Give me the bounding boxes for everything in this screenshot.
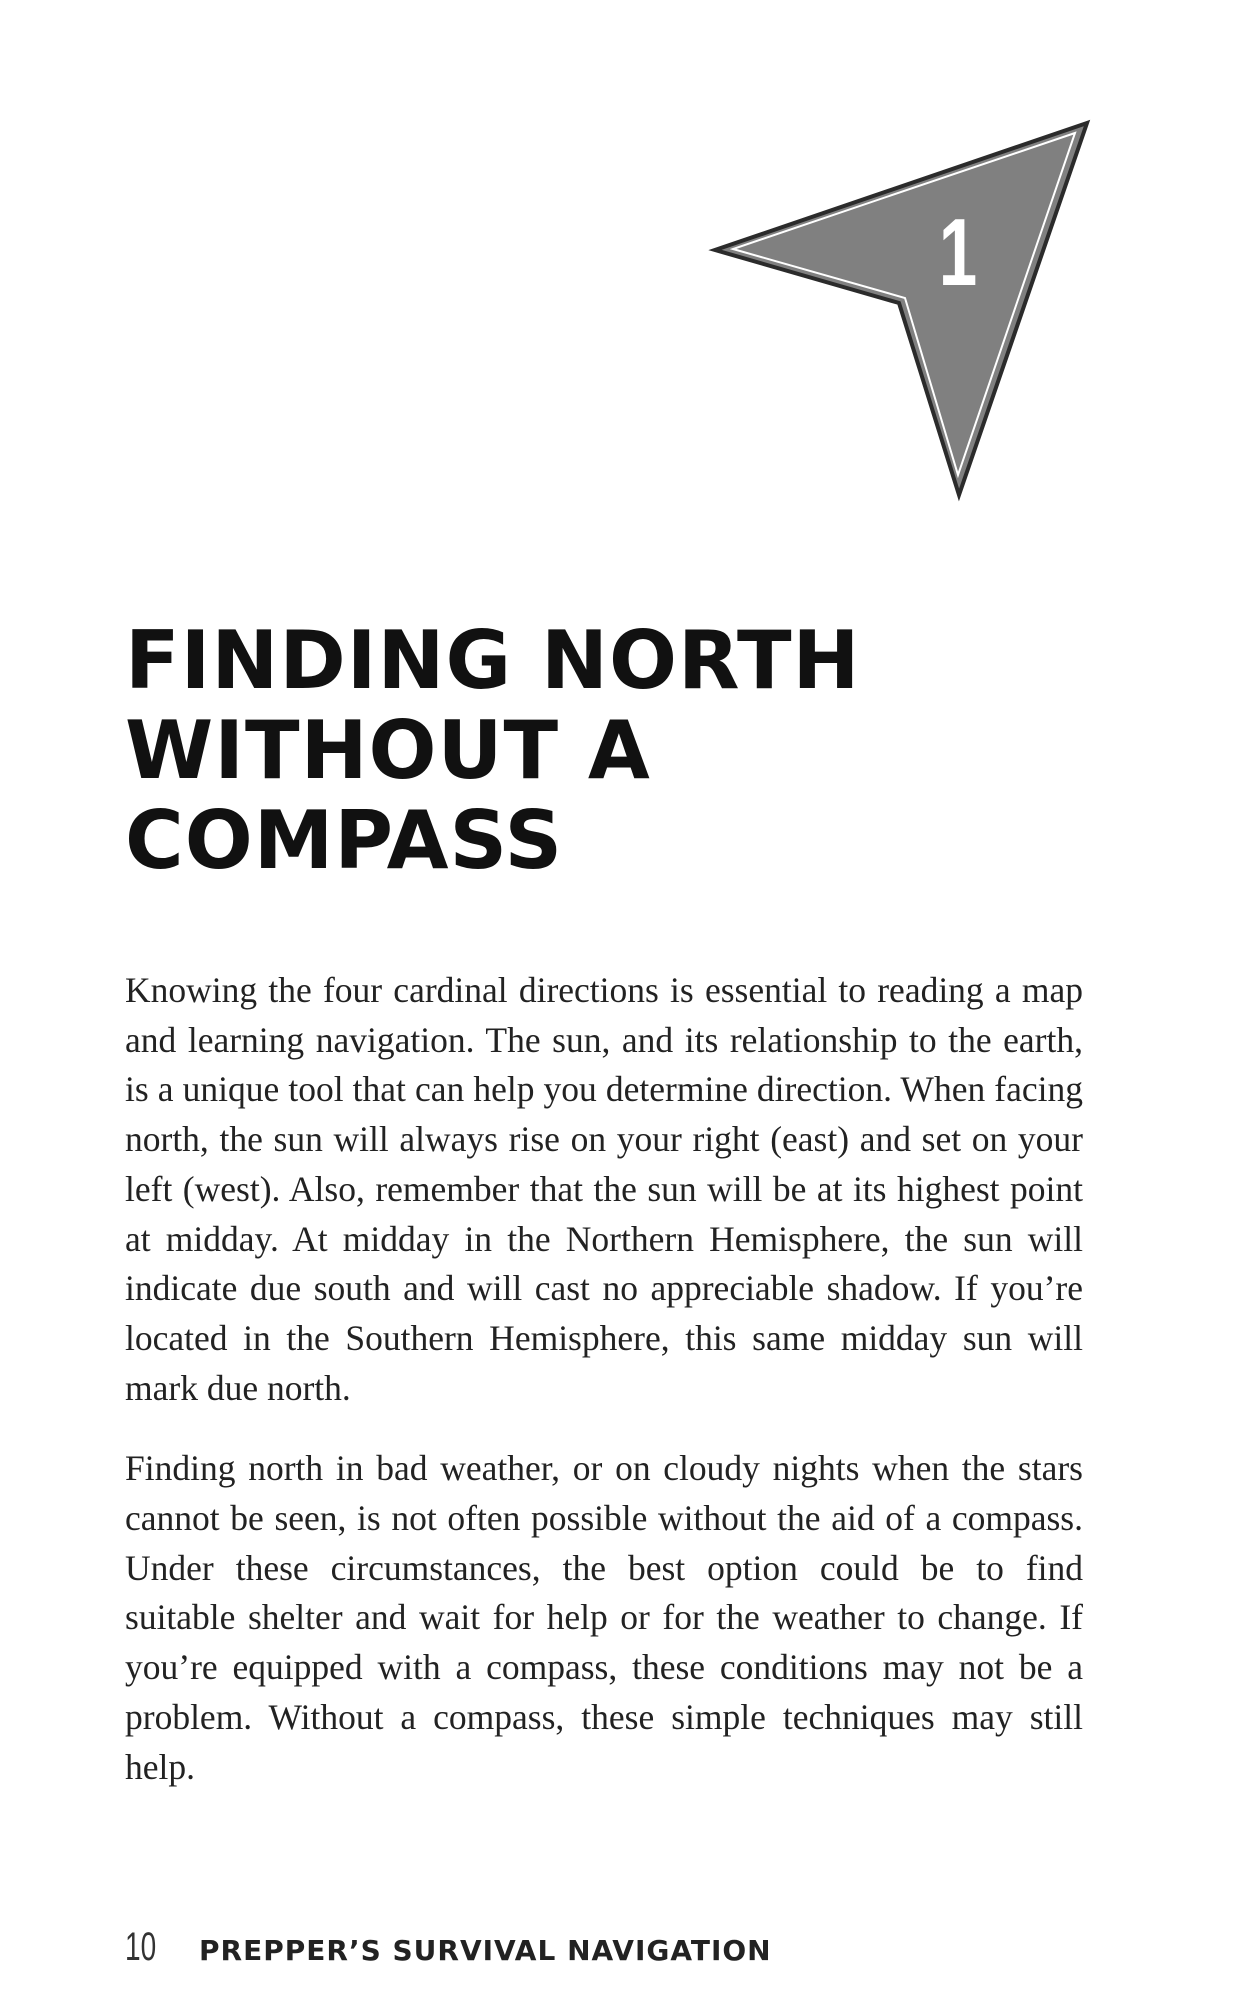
paragraph: Knowing the four cardinal directions is essential to reading a map and learning navigation. The sun, and its relationship to the earth, is a unique tool that can help you determine direction. When facing north, the sun will always rise on your right (east) and set on your left (west). Also, remember that the sun will be at its highest point at midday. At midday in the Northern Hemisphere, the sun will indicate due south and will cast no appreciable shadow. If you’re located in the Southern Hemisphere, this same midday sun will mark due north.: [125, 970, 1083, 1408]
page-number: 10: [125, 1925, 157, 1969]
chapter-arrow-icon: [705, 115, 1095, 505]
page-footer: [125, 1925, 772, 1975]
chapter-title: [125, 616, 925, 886]
chapter-arrow-shape: [715, 123, 1087, 495]
chapter-title-line: FINDING NORTH: [125, 614, 861, 707]
chapter-title-line: WITHOUT A: [125, 704, 651, 797]
chapter-title-line: COMPASS: [125, 794, 564, 887]
chapter-number: 1: [938, 199, 978, 306]
paragraph: Finding north in bad weather, or on cloudy nights when the stars cannot be seen, is not often possible without the aid of a compass. Under these circumstances, the best option could be to find suitable shelter and wait for help or for the weather to change. If you’re equipped with a compass, these conditions may not be a problem. Without a compass, these simple techniques may still help.: [125, 1448, 1083, 1787]
running-title: PREPPER’S SURVIVAL NAVIGATION: [199, 1934, 772, 1967]
body-text: [125, 966, 1083, 1823]
